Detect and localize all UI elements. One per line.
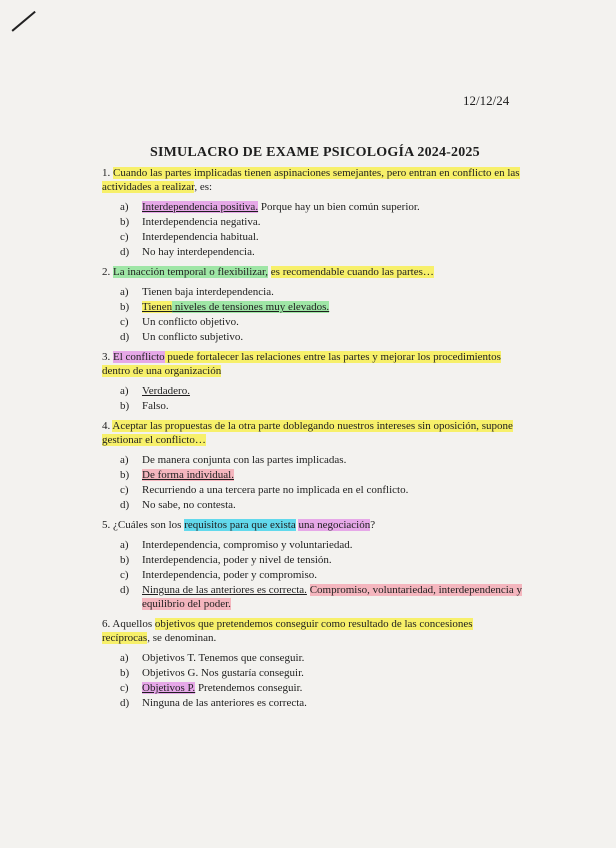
highlighted-text: La inacción temporal o flexibilizar,	[113, 266, 269, 278]
text-segment: Objetivos G. Nos gustaría conseguir.	[142, 667, 304, 679]
option-letter: c)	[120, 484, 129, 496]
option-letter: d)	[120, 697, 130, 709]
answer-option	[120, 568, 522, 582]
option-letter: d)	[120, 331, 130, 343]
highlighted-text: Interdependencia positiva.	[142, 201, 259, 213]
text-segment: 2.	[102, 266, 113, 278]
answer-option	[120, 483, 522, 497]
text-segment: No sabe, no contesta.	[142, 499, 236, 511]
option-letter: d)	[120, 584, 130, 596]
question-3	[102, 350, 522, 413]
highlighted-text: niveles de tensiones muy elevados.	[172, 301, 330, 313]
option-letter: a)	[120, 201, 129, 213]
question-text	[102, 350, 522, 378]
option-letter: b)	[120, 216, 130, 228]
answer-option	[120, 200, 522, 214]
text-segment: , se denominan.	[147, 632, 217, 644]
answer-option	[120, 330, 522, 344]
text-segment: Un conflicto objetivo.	[142, 316, 239, 328]
text-segment: Verdadero.	[142, 385, 190, 397]
text-segment: Porque hay un bien común superior.	[258, 201, 420, 213]
text-segment: Interdependencia habitual.	[142, 231, 259, 243]
highlighted-text: Aceptar las propuestas de la otra parte doblegando nuestros intereses sin oposición, supone gestionar el conflicto…	[102, 420, 513, 446]
pen-stroke-mark	[12, 11, 36, 31]
question-6	[102, 617, 522, 710]
text-segment: Falso.	[142, 400, 169, 412]
answer-options	[120, 453, 522, 512]
text-segment: 1.	[102, 167, 113, 179]
option-letter: a)	[120, 385, 129, 397]
option-letter: c)	[120, 569, 129, 581]
option-letter: c)	[120, 316, 129, 328]
highlighted-text: Cuando las partes implicadas tienen aspinaciones semejantes, pero entran en conflicto en las actividades a realizar	[102, 167, 520, 193]
text-segment: Ninguna de las anteriores es correcta.	[142, 697, 307, 709]
text-segment: Pretendemos conseguir.	[195, 682, 303, 694]
text-segment: 4.	[102, 420, 113, 432]
question-text	[102, 265, 522, 279]
answer-options	[120, 285, 522, 344]
option-letter: c)	[120, 231, 129, 243]
option-letter: a)	[120, 652, 129, 664]
text-segment: Ninguna de las anteriores es correcta.	[142, 584, 307, 596]
answer-options	[120, 200, 522, 259]
answer-option	[120, 315, 522, 329]
question-text	[102, 166, 522, 194]
text-segment: De manera conjunta con las partes implicadas.	[142, 454, 347, 466]
option-letter: b)	[120, 400, 130, 412]
text-segment: Objetivos T. Tenemos que conseguir.	[142, 652, 305, 664]
highlighted-text: De forma individual.	[142, 469, 234, 481]
answer-option	[120, 666, 522, 680]
answer-option	[120, 468, 522, 482]
text-segment: Un conflicto subjetivo.	[142, 331, 244, 343]
answer-option	[120, 651, 522, 665]
highlighted-text: Objetivos P.	[142, 682, 196, 694]
exam-date: 12/12/24	[463, 93, 510, 108]
text-segment: No hay interdependencia.	[142, 246, 255, 258]
question-1	[102, 166, 522, 259]
answer-option	[120, 553, 522, 567]
option-letter: b)	[120, 301, 130, 313]
option-letter: d)	[120, 246, 130, 258]
highlighted-text: puede fortalecer las relaciones entre las partes y mejorar los procedimientos dentro de una organización	[102, 351, 501, 377]
option-letter: b)	[120, 667, 130, 679]
text-segment: 3.	[102, 351, 113, 363]
answer-option	[120, 681, 522, 695]
question-2	[102, 265, 522, 344]
answer-option	[120, 498, 522, 512]
text-segment: Interdependencia, compromiso y voluntariedad.	[142, 539, 353, 551]
text-segment: Interdependencia negativa.	[142, 216, 261, 228]
question-text	[102, 419, 522, 447]
highlighted-text: Compromiso, voluntariedad, interdependencia y equilibrio del poder.	[142, 584, 522, 610]
question-text	[102, 518, 522, 532]
option-letter: b)	[120, 469, 130, 481]
text-segment: Interdependencia, poder y nivel de tensión.	[142, 554, 332, 566]
highlighted-text: es recomendable cuando las partes…	[270, 266, 434, 278]
highlighted-text: Tienen	[142, 301, 173, 313]
answer-option	[120, 399, 522, 413]
text-segment: Interdependencia, poder y compromiso.	[142, 569, 318, 581]
text-segment: Recurriendo a una tercera parte no implicada en el conflicto.	[142, 484, 409, 496]
text-segment: , es:	[194, 181, 213, 193]
option-letter: b)	[120, 554, 130, 566]
questions-list	[102, 166, 522, 716]
highlighted-text: requisitos para que exista	[184, 519, 296, 531]
option-letter: c)	[120, 682, 129, 694]
highlighted-text: objetivos que pretendemos conseguir como resultado de las concesiones recíprocas	[102, 618, 473, 644]
answer-option	[120, 215, 522, 229]
answer-options	[120, 538, 522, 611]
option-letter: d)	[120, 499, 130, 511]
answer-option	[120, 245, 522, 259]
text-segment: ?	[370, 519, 376, 531]
question-5	[102, 518, 522, 611]
highlighted-text: El conflicto	[113, 351, 165, 363]
answer-option	[120, 583, 522, 611]
text-segment: Tienen baja interdependencia.	[142, 286, 274, 298]
answer-option	[120, 230, 522, 244]
option-letter: a)	[120, 539, 129, 551]
answer-option	[120, 384, 522, 398]
option-letter: a)	[120, 454, 129, 466]
answer-option	[120, 453, 522, 467]
answer-option	[120, 285, 522, 299]
highlighted-text: una negociación	[298, 519, 371, 531]
question-4	[102, 419, 522, 512]
exam-title: SIMULACRO DE EXAME PSICOLOGÍA 2024-2025	[150, 145, 480, 160]
text-segment: 6. Aquellos	[102, 618, 155, 630]
question-text	[102, 617, 522, 645]
text-segment: 5. ¿Cuáles son los	[102, 519, 185, 531]
answer-option	[120, 696, 522, 710]
answer-options	[120, 651, 522, 710]
answer-options	[120, 384, 522, 413]
answer-option	[120, 538, 522, 552]
option-letter: a)	[120, 286, 129, 298]
answer-option	[120, 300, 522, 314]
